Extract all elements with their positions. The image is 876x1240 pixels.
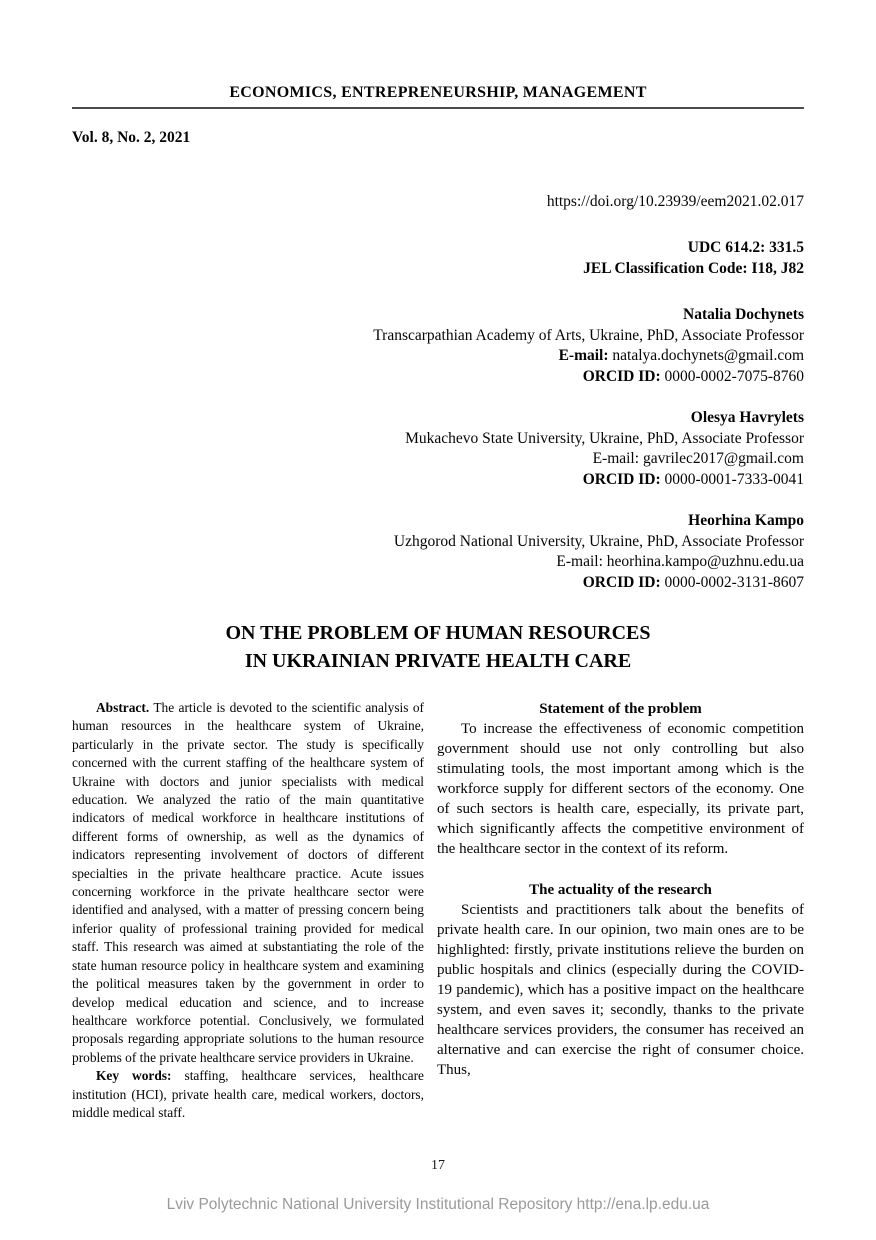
email-label: E-mail: [558, 347, 609, 364]
orcid-label: ORCID ID: [582, 470, 661, 488]
paper-page [72, 0, 804, 1122]
orcid-label: ORCID ID: [582, 573, 661, 591]
classification-codes [72, 237, 804, 279]
abstract-text: The article is devoted to the scientific analysis of human resources in the healthcare system of Ukraine, particularly in the private sector. The study is specifically concerned with the current staffing of the healthcare system of Ukraine with doctors and junior specialists with medical education. We analyzed the ratio of the main quantitative indicators of medical workforce in healthcare institutions of different forms of ownership, as well as the dynamics of indicators representing involvement of doctors of different specialties in the private healthcare practice. Acute issues concerning workforce in the private healthcare sector were identified and analysed, with a matter of pressing concern being inferior quality of professional training provided for medical staff. This research was aimed at substantiating the role of the state human resource policy in healthcare system and examining the political measures taken by the government in order to develop medical education and science, and to increase healthcare workforce potential. Conclusively, we formulated proposals regarding appropriate solutions to the human resource problems of the private healthcare service providers in Ukraine. [72, 700, 424, 1065]
author-block [72, 511, 804, 593]
author-orcid-line [72, 573, 804, 594]
section-actuality-of-research [437, 880, 804, 1080]
author-block [72, 305, 804, 387]
author-affiliation: Transcarpathian Academy of Arts, Ukraine, PhD, Associate Professor [373, 326, 804, 344]
author-block [72, 408, 804, 490]
author-orcid-line [72, 470, 804, 491]
author-email-line [72, 449, 804, 470]
author-email: gavrilec2017@gmail.com [639, 450, 804, 467]
main-text-column [437, 699, 804, 1122]
authors-list [72, 305, 804, 593]
author-orcid: 0000-0002-7075-8760 [660, 367, 804, 385]
orcid-label: ORCID ID: [582, 367, 661, 385]
page-number: 17 [431, 1158, 445, 1173]
abstract-label: Abstract. [96, 700, 150, 715]
section-paragraph: To increase the effectiveness of economic competition government should use not only controlling but also stimulating tools, the most important among which is the workforce supply for different sectors of the economy. One of such sectors is health care, especially, its private part, which significantly affects the competitive environment of the healthcare sector in the context of its reform. [437, 721, 804, 857]
author-orcid: 0000-0001-7333-0041 [660, 470, 804, 488]
repository-footer: Lviv Polytechnic National University Institutional Repository http://ena.lp.edu.ua [166, 1196, 710, 1213]
email-label: E-mail: [556, 553, 603, 570]
author-email: heorhina.kampo@uzhnu.edu.ua [602, 553, 804, 570]
email-label: E-mail: [592, 450, 640, 467]
author-affiliation: Mukachevo State University, Ukraine, PhD, Associate Professor [405, 429, 804, 447]
author-name: Olesya Havrylets [690, 409, 804, 426]
udc-code: UDC 614.2: 331.5 [687, 239, 804, 256]
article-title-line1: ON THE PROBLEM OF HUMAN RESOURCES [225, 622, 651, 644]
jel-code: JEL Classification Code: I18, J82 [583, 260, 804, 277]
two-column-body [72, 699, 804, 1122]
keywords-paragraph [72, 1067, 424, 1122]
article-title [72, 619, 804, 675]
doi-link: https://doi.org/10.23939/eem2021.02.017 [546, 193, 804, 210]
section-heading: The actuality of the research [529, 882, 712, 898]
author-name: Natalia Dochynets [683, 306, 804, 323]
author-affiliation: Uzhgorod National University, Ukraine, PhD, Associate Professor [393, 532, 804, 550]
abstract-column [72, 699, 424, 1122]
author-email: natalya.dochynets@gmail.com [608, 347, 804, 364]
section-statement-of-problem [437, 699, 804, 859]
keywords-text: staffing, healthcare services, healthcare institution (HCI), private health care, medical workers, doctors, middle medical staff. [72, 1068, 424, 1120]
article-title-line2: IN UKRAINIAN PRIVATE HEALTH CARE [244, 650, 632, 672]
author-orcid-line [72, 367, 804, 388]
section-paragraph: Scientists and practitioners talk about the benefits of private health care. In our opinion, two main ones are to be highlighted: firstly, private institutions relieve the burden on public hospitals and clinics (especially during the COVID-19 pandemic), which has a positive impact on the healthcare system, and even saves it; secondly, thanks to the private healthcare services providers, the consumer has received an alternative and can exercise the right of consumer choice. Thus, [437, 902, 804, 1078]
section-heading: Statement of the problem [539, 701, 702, 717]
journal-title: ECONOMICS, ENTREPRENEURSHIP, MANAGEMENT [72, 84, 804, 109]
author-email-line [72, 346, 804, 367]
keywords-label: Key words: [96, 1068, 172, 1084]
author-email-line [72, 552, 804, 573]
author-name: Heorhina Kampo [688, 512, 804, 529]
author-orcid: 0000-0002-3131-8607 [660, 573, 804, 591]
abstract-paragraph [72, 699, 424, 1067]
volume-issue: Vol. 8, No. 2, 2021 [72, 129, 191, 146]
